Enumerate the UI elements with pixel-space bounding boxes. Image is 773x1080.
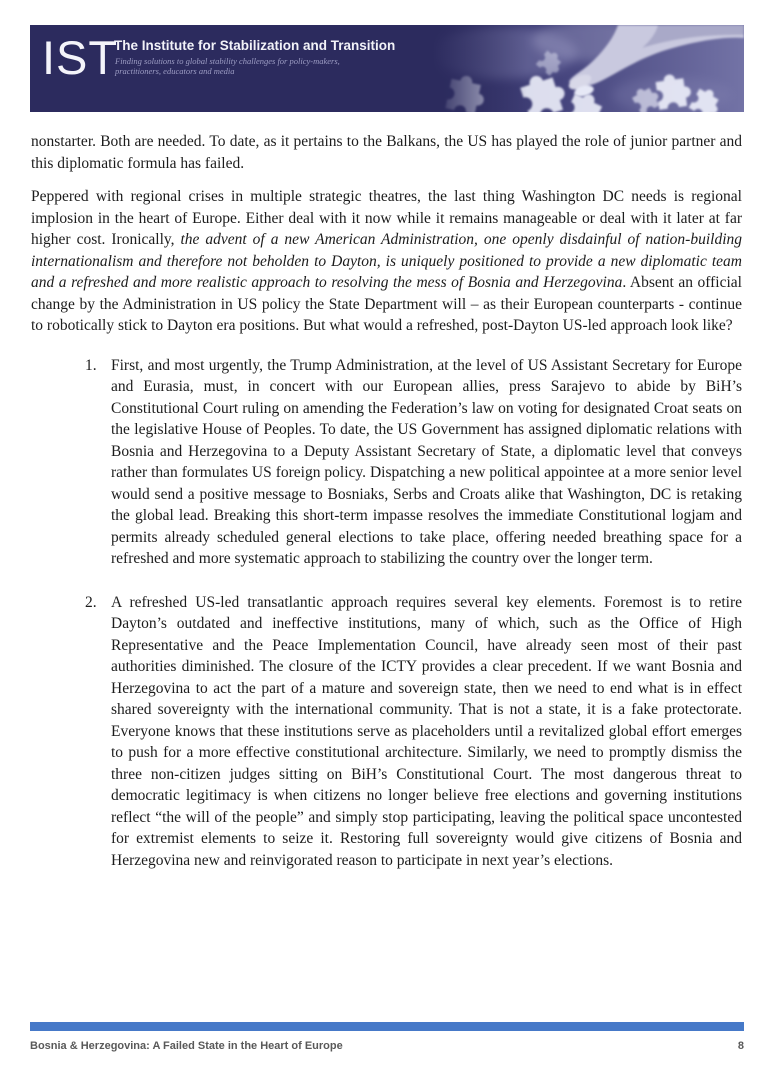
paragraph-2-tail: . Absent an official change by the Administration in US policy the State Department will – as their European counterparts - continue to robotically stick to Dayton era positions. But what would a refreshed, post-Dayton US-led approach look like? xyxy=(31,274,742,334)
org-tagline-line2: practitioners, educators and media xyxy=(115,66,235,76)
ist-logo: IST xyxy=(42,31,119,84)
list-item-1-number: 1. xyxy=(85,356,97,374)
banner-branding xyxy=(30,25,450,112)
list-item-2 xyxy=(31,592,742,872)
hand-placing-puzzle-pieces-photo xyxy=(432,25,744,112)
paragraph-1 xyxy=(31,131,742,174)
numbered-list xyxy=(31,355,742,872)
list-item-2-text: A refreshed US-led transatlantic approach requires several key elements. Foremost is to retire Dayton’s outdated and ineffective institutions, many of which, such as the Office of High Representative and the Peace Implementation Council, have already seen most of their past authorities diminished. The closure of the ICTY provides a clear precedent. If we want Bosnia and Herzegovina to act the part of a mature and sovereign state, then we need to end what is in effect shared sovereignty with the international community. That is not a state, it is a fake protectorate. Everyone knows that these institutions serve as placeholders until a revitalized global effort emerges to push for a more effective constitutional architecture. Similarly, we need to promptly dismiss the three non-citizen judges sitting on BiH’s Constitutional Court. The most dangerous threat to democratic legitimacy is when citizens no longer believe free elections and governing institutions reflect “the will of the people” and simply stop participating, leaving the political space uncontested for extremist elements to seize it. Restoring full sovereignty would give citizens of Bosnia and Herzegovina new and reinvigorated reason to participate in next year’s elections. xyxy=(111,593,742,869)
paragraph-2 xyxy=(31,186,742,337)
footer-title: Bosnia & Herzegovina: A Failed State in the Heart of Europe xyxy=(30,1040,343,1052)
list-item-2-number: 2. xyxy=(85,593,97,611)
paragraph-2-italic: the advent of a new American Administration, one openly disdainful of nation-building internationalism and therefore not beholden to Dayton, is uniquely positioned to provide a new diplomatic team and a refreshed and more realistic approach to resolving the mess of Bosnia and Herzegovina xyxy=(31,231,743,291)
org-tagline xyxy=(115,56,340,76)
page-footer xyxy=(30,1022,744,1052)
footer-rule xyxy=(30,1022,744,1031)
header-banner xyxy=(30,25,744,112)
document-body xyxy=(31,131,742,893)
footer-page-number: 8 xyxy=(737,1040,744,1052)
paragraph-2-lead: Peppered with regional crises in multiple strategic theatres, the last thing Washington DC needs is regional implosion in the heart of Europe. Either deal with it now while it remains manageable or deal with it later at far higher cost. Ironically, xyxy=(31,188,742,248)
org-tagline-line1: Finding solutions to global stability challenges for policy-makers, xyxy=(115,56,340,66)
org-name: The Institute for Stabilization and Transition xyxy=(114,38,396,53)
list-item-1 xyxy=(31,355,742,570)
list-item-1-text: First, and most urgently, the Trump Administration, at the level of US Assistant Secretary for Europe and Eurasia, must, in concert with our European allies, press Sarajevo to abide by BiH’s Constitutional Court ruling on amending the Federation’s law on voting for designated Croat seats on the legislative House of Peoples. To date, the US Government has assigned diplomatic relations with Bosnia and Herzegovina to a Deputy Assistant Secretary of State, a diplomatic level that conveys rather than formulates US foreign policy. Dispatching a new political appointee at a more senior level would send a positive message to Bosniaks, Serbs and Croats alike that Washington, DC is retaking the global lead. Breaking this short-term impasse resolves the immediate Constitutional logjam and permits already scheduled general elections to take place, offering needed breathing space for a refreshed and more systematic approach to stabilizing the country over the longer term. xyxy=(111,356,742,567)
footer-row xyxy=(30,1040,744,1052)
paragraph-1-text: nonstarter. Both are needed. To date, as it pertains to the Balkans, the US has played the role of junior partner and this diplomatic formula has failed. xyxy=(31,133,742,172)
